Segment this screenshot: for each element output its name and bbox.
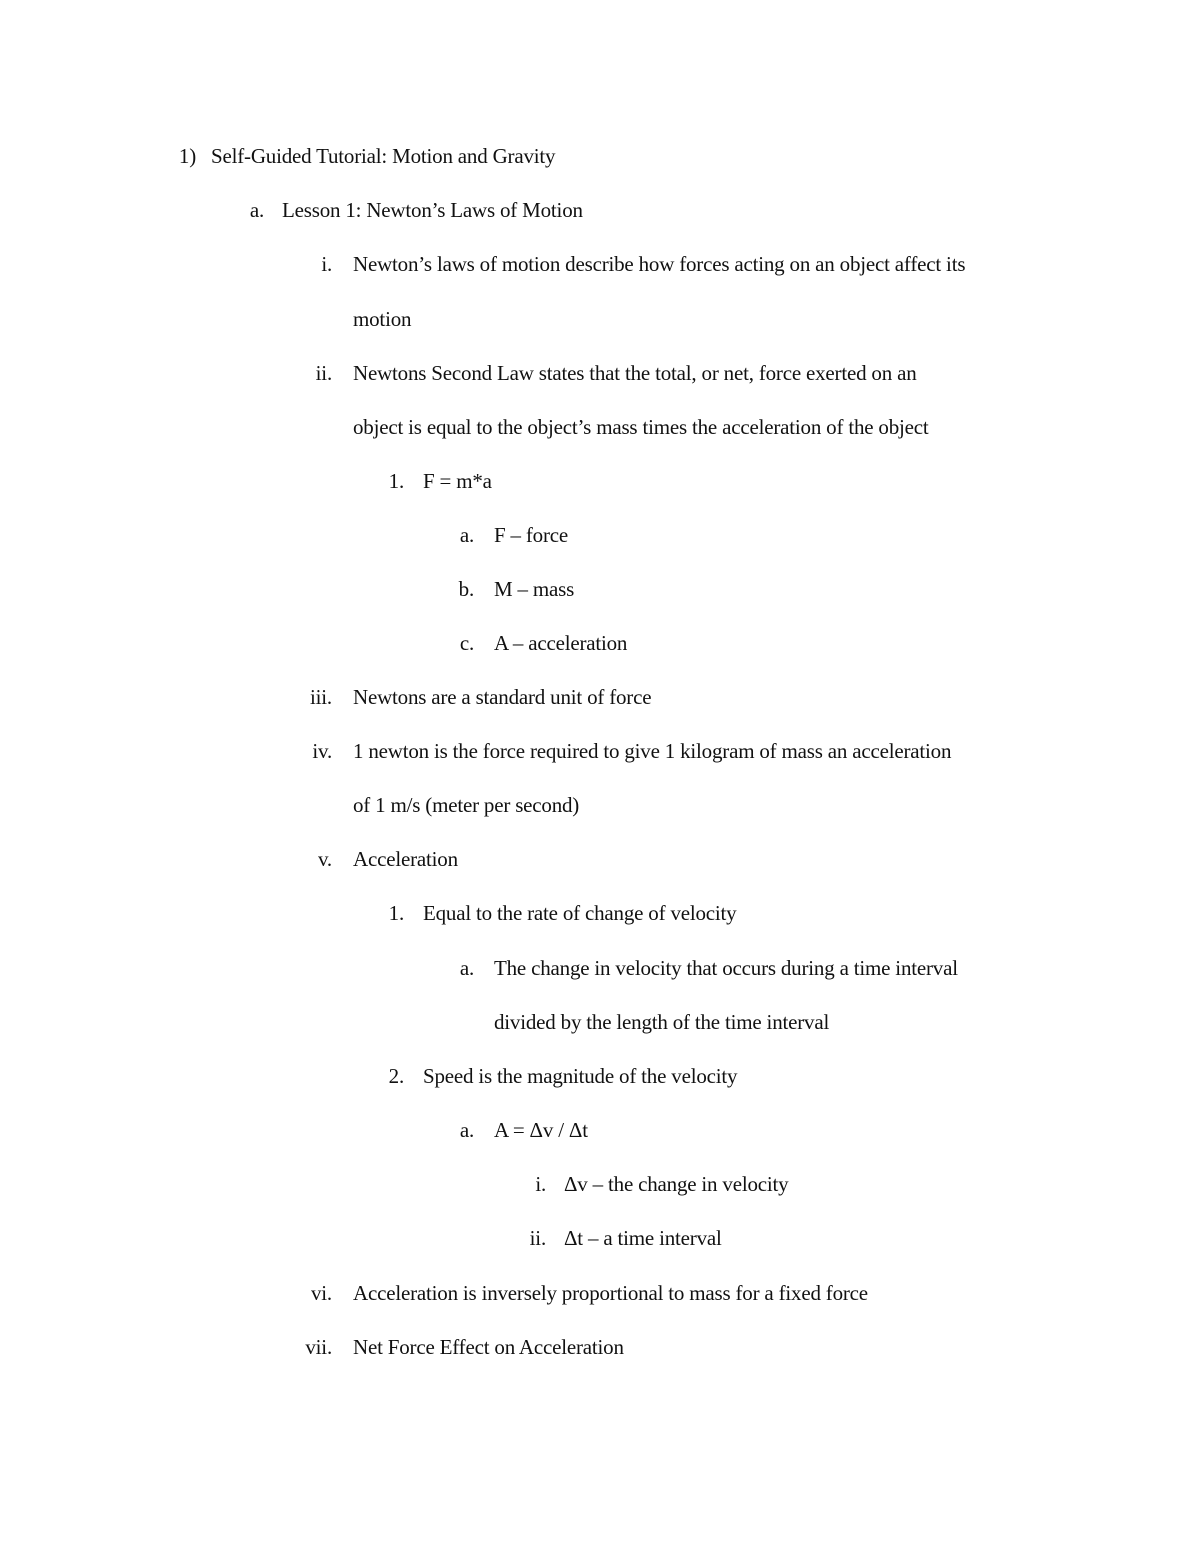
outline-marker: i.: [321, 252, 332, 276]
outline-marker: vi.: [311, 1281, 332, 1305]
outline-text: F – force: [494, 523, 569, 547]
outline-marker: a.: [249, 198, 264, 222]
outline-text: Speed is the magnitude of the velocity: [423, 1064, 738, 1088]
outline-text: M – mass: [494, 577, 575, 601]
outline-text: Δt – a time interval: [564, 1226, 722, 1250]
outline-text: A – acceleration: [494, 631, 628, 655]
outline-marker: ii.: [529, 1226, 546, 1250]
outline-text: A = Δv / Δt: [494, 1118, 588, 1142]
outline-text: Acceleration: [353, 847, 458, 871]
outline-text: Self-Guided Tutorial: Motion and Gravity: [211, 144, 556, 168]
outline-marker: a.: [459, 1118, 474, 1142]
outline-marker: a.: [459, 956, 474, 980]
outline-text: Lesson 1: Newton’s Laws of Motion: [282, 198, 583, 222]
outline-marker: a.: [459, 523, 474, 547]
outline-text: Net Force Effect on Acceleration: [353, 1335, 624, 1359]
outline-text: The change in velocity that occurs during a time interval: [494, 956, 958, 980]
outline-text: Δv – the change in velocity: [564, 1172, 789, 1196]
outline-text: object is equal to the object’s mass times the acceleration of the object: [353, 415, 929, 439]
outline-marker: 1.: [388, 469, 404, 493]
outline-marker: b.: [458, 577, 474, 601]
outline-text: Equal to the rate of change of velocity: [423, 901, 737, 925]
outline-marker: 1): [178, 144, 196, 168]
outline-marker: 1.: [388, 901, 404, 925]
outline-text: F = m*a: [423, 469, 492, 493]
outline-text: Newtons are a standard unit of force: [353, 685, 652, 709]
outline-marker: iv.: [312, 739, 332, 763]
outline-marker: c.: [459, 631, 474, 655]
outline-marker: 2.: [388, 1064, 404, 1088]
outline-text: 1 newton is the force required to give 1 kilogram of mass an acceleration: [353, 739, 952, 763]
outline-text: Acceleration is inversely proportional to mass for a fixed force: [353, 1281, 868, 1305]
outline-marker: iii.: [310, 685, 332, 709]
outline-text: Newton’s laws of motion describe how forces acting on an object affect its: [353, 252, 966, 276]
outline-text: divided by the length of the time interval: [494, 1010, 830, 1034]
outline-marker: i.: [535, 1172, 546, 1196]
outline-marker: v.: [318, 847, 332, 871]
outline-marker: vii.: [305, 1335, 332, 1359]
outline-text: of 1 m/s (meter per second): [353, 793, 580, 817]
outline-text: Newtons Second Law states that the total, or net, force exerted on an: [353, 361, 917, 385]
outline-text: motion: [353, 307, 412, 331]
outline-marker: ii.: [315, 361, 332, 385]
